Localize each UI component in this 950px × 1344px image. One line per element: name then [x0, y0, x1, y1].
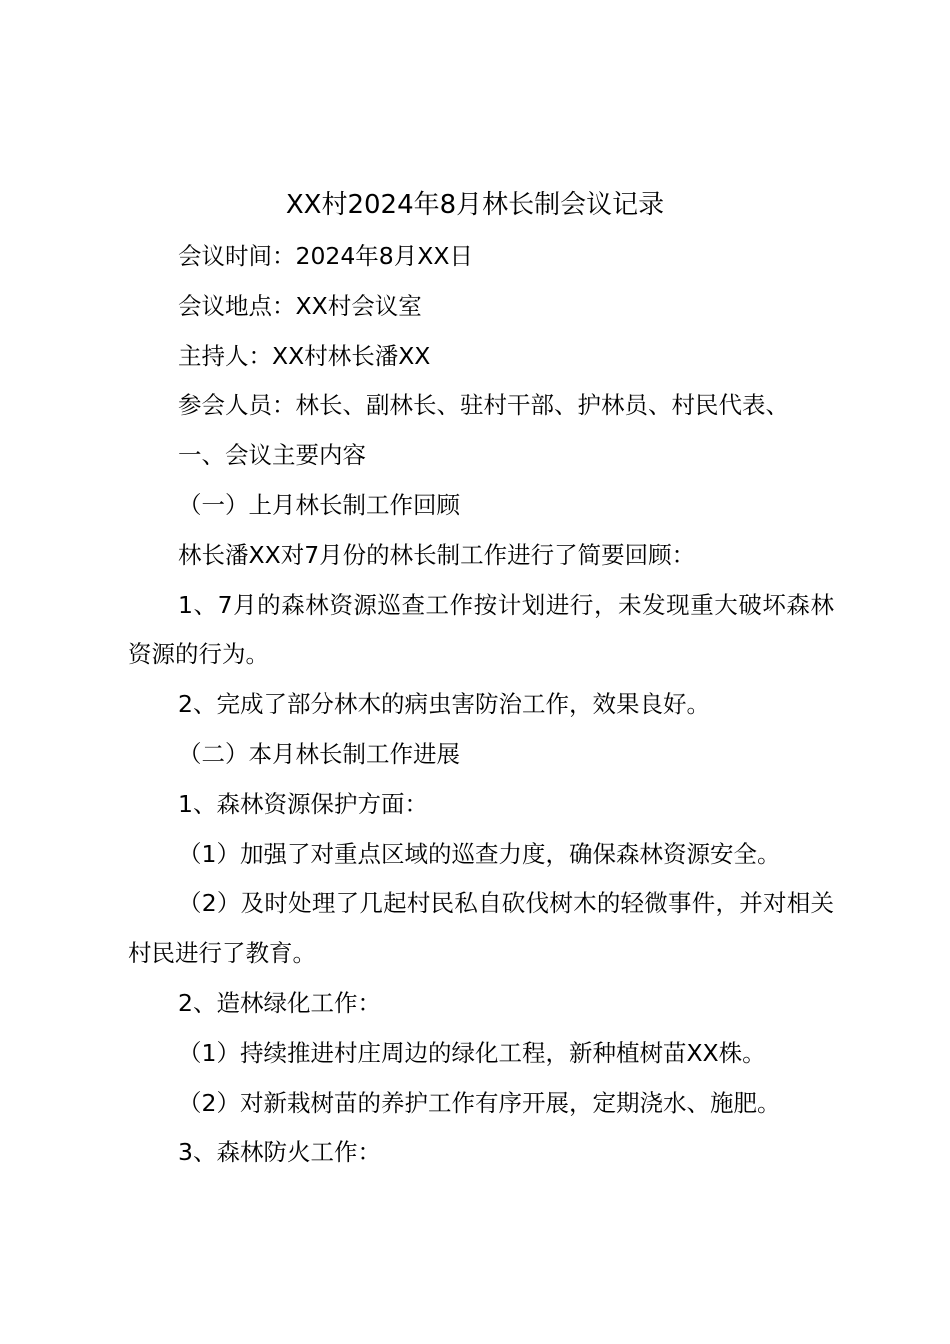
document-body	[128, 232, 834, 1178]
review-intro: 林长潘XX对7月份的林长制工作进行了简要回顾：	[178, 540, 696, 569]
review-item-2: 2、完成了部分林木的病虫害防治工作，效果良好。	[178, 690, 710, 719]
subsection-heading-last-month-review: （一）上月林长制工作回顾	[178, 490, 460, 519]
meeting-attendees: 参会人员：林长、副林长、驻村干部、护林员、村民代表、	[178, 391, 789, 420]
document-title: XX村2024年8月林长制会议记录	[285, 190, 665, 220]
subsection-heading-this-month-progress: （二）本月林长制工作进展	[178, 739, 460, 768]
progress-item-2-1: （1）持续推进村庄周边的绿化工程，新种植树苗XX株。	[178, 1038, 766, 1067]
progress-item-2-2: （2）对新栽树苗的养护工作有序开展，定期浇水、施肥。	[178, 1088, 781, 1117]
progress-item-1-1: （1）加强了对重点区域的巡查力度，确保森林资源安全。	[178, 839, 781, 868]
progress-item-2-heading: 2、造林绿化工作：	[178, 988, 381, 1017]
progress-item-1-heading: 1、森林资源保护方面：	[178, 789, 428, 818]
meeting-location: 会议地点：XX村会议室	[178, 291, 422, 320]
review-item-1: 1、7月的森林资源巡查工作按计划进行，未发现重大破坏森林资源的行为。	[128, 590, 834, 669]
section-heading-main-content: 一、会议主要内容	[178, 441, 366, 470]
progress-item-3-heading: 3、森林防火工作：	[178, 1138, 381, 1167]
meeting-time: 会议时间：2024年8月XX日	[178, 242, 473, 270]
meeting-host: 主持人：XX村林长潘XX	[178, 341, 431, 370]
progress-item-1-2: （2）及时处理了几起村民私自砍伐树木的轻微事件，并对相关村民进行了教育。	[128, 889, 834, 968]
